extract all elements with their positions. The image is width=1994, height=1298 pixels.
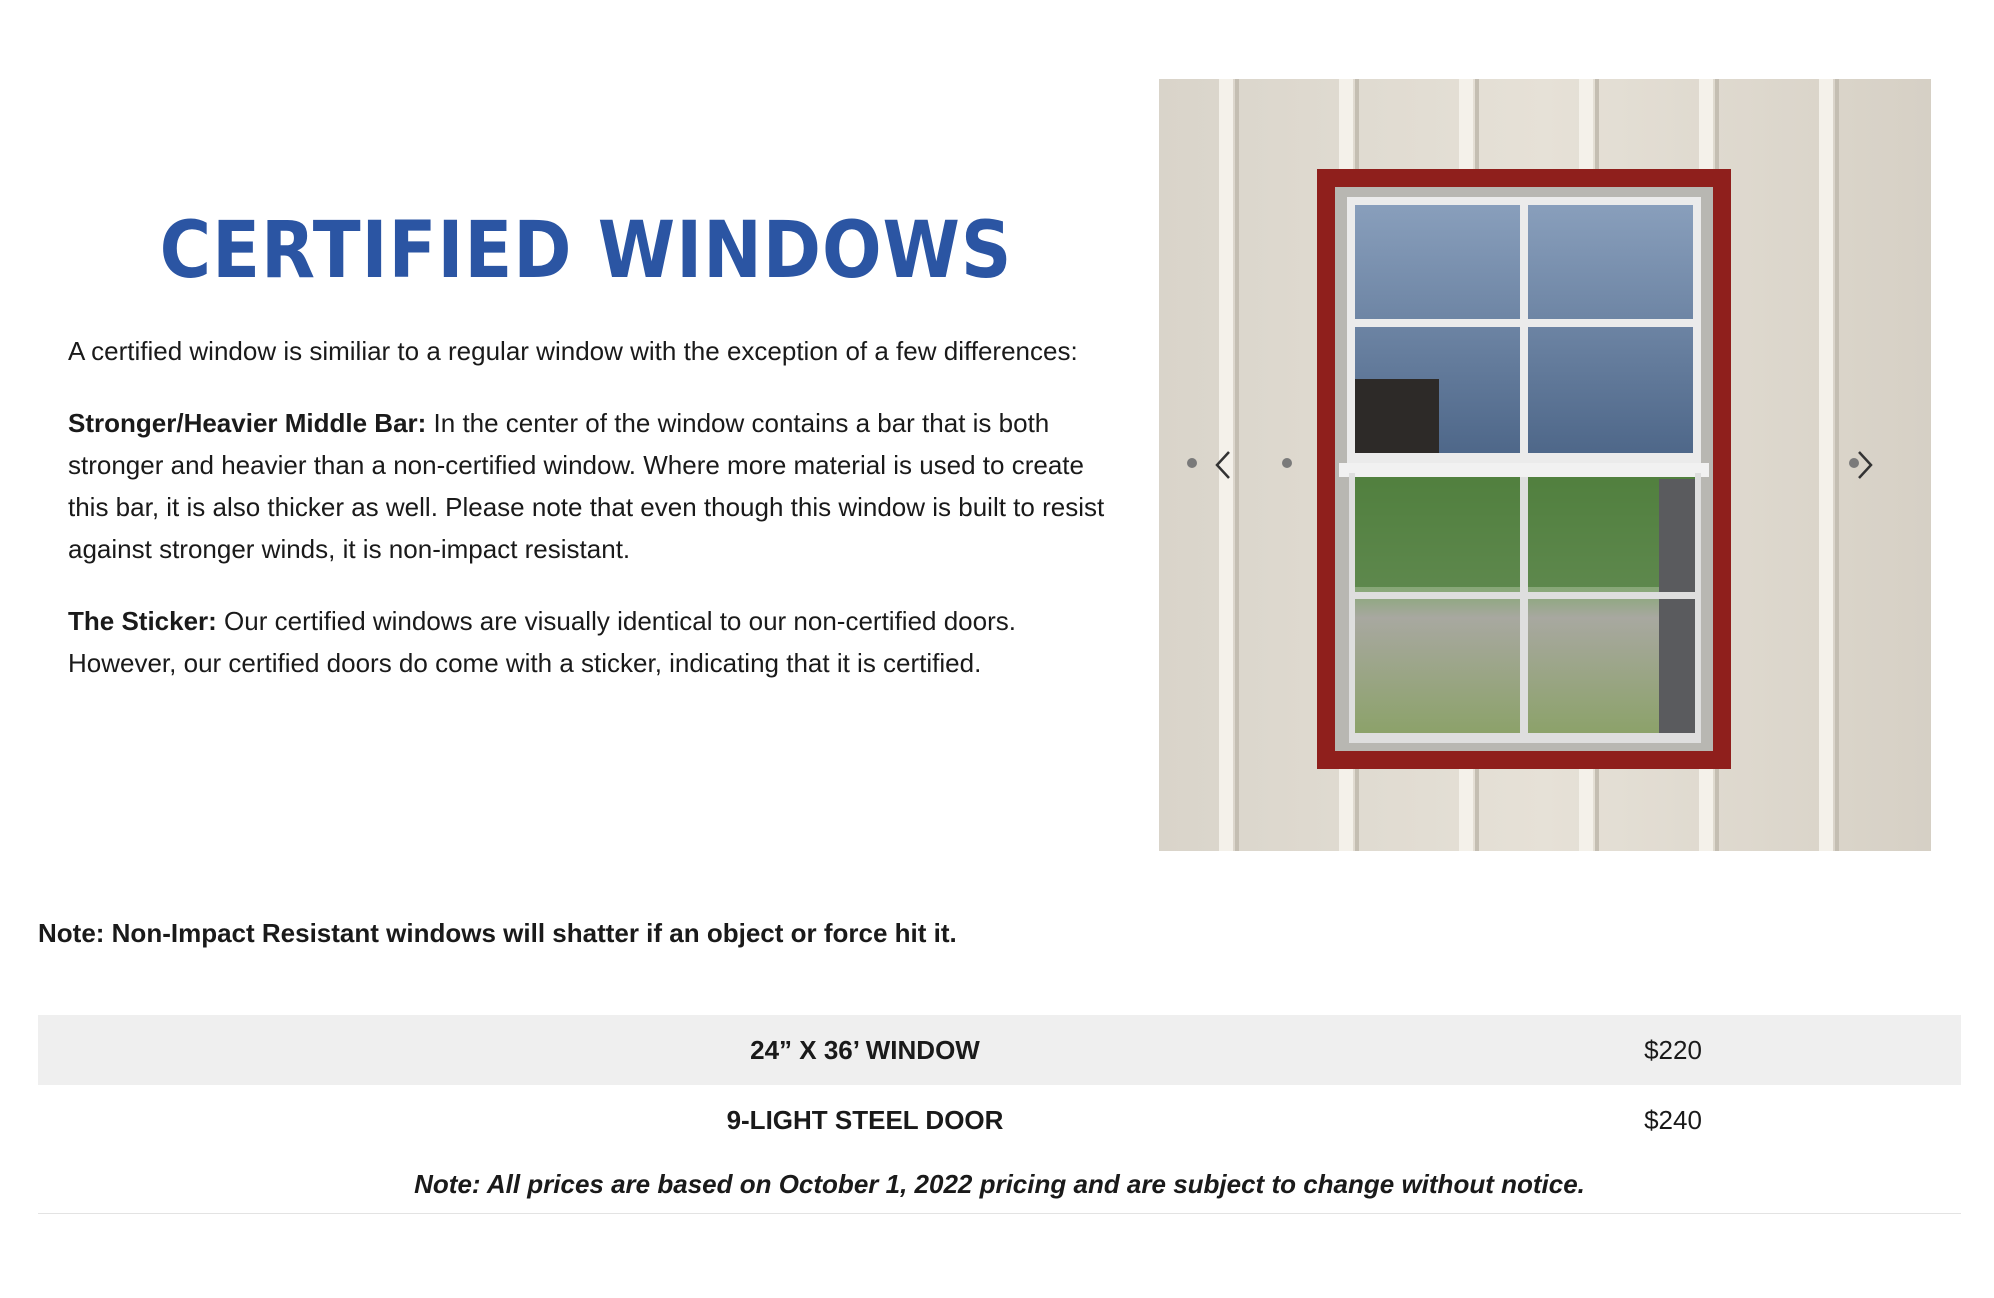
feature-text: In the center of the window contains a bar that is both stronger and heavier than a non-certified window. Where more material is used to create this bar, it is also thicker as well. Please note that even though this window is built to resist against stronger winds, it is non-impact resistant.	[68, 408, 1105, 564]
feature-middle-bar	[68, 402, 1108, 570]
page-title: CERTIFIED WINDOWS	[159, 206, 1013, 296]
chevron-left-icon	[1211, 449, 1235, 481]
chevron-right-icon	[1853, 449, 1877, 481]
window-photo	[1159, 79, 1931, 851]
item-price: $240	[1644, 1104, 1702, 1135]
description	[68, 330, 1108, 714]
item-name: 9-LIGHT STEEL DOOR	[726, 1104, 1004, 1135]
intro-text: A certified window is similiar to a regular window with the exception of a few differences:	[68, 336, 1078, 366]
image-carousel[interactable]	[1159, 79, 1931, 851]
feature-label: Stronger/Heavier Middle Bar:	[68, 408, 427, 438]
feature-sticker	[68, 600, 1108, 684]
pricing-footnote-row	[38, 1155, 1961, 1214]
feature-text: Our certified windows are visually identical to our non-certified doors. However, our certified doors do come with a sticker, indicating that it is certified.	[68, 606, 1016, 678]
table-row	[38, 1085, 1961, 1155]
table-row	[38, 1015, 1961, 1085]
carousel-next-button[interactable]	[1845, 445, 1885, 485]
feature-label: The Sticker:	[68, 606, 217, 636]
pricing-footnote: Note: All prices are based on October 1, 2022 pricing and are subject to change without notice.	[38, 1155, 1961, 1214]
item-name: 24” X 36’ WINDOW	[38, 1015, 1615, 1085]
item-price: $220	[1615, 1015, 1961, 1085]
carousel-prev-button[interactable]	[1203, 445, 1243, 485]
impact-note: Note: Non-Impact Resistant windows will shatter if an object or force hit it.	[38, 918, 957, 948]
pricing-table	[38, 1015, 1961, 1214]
